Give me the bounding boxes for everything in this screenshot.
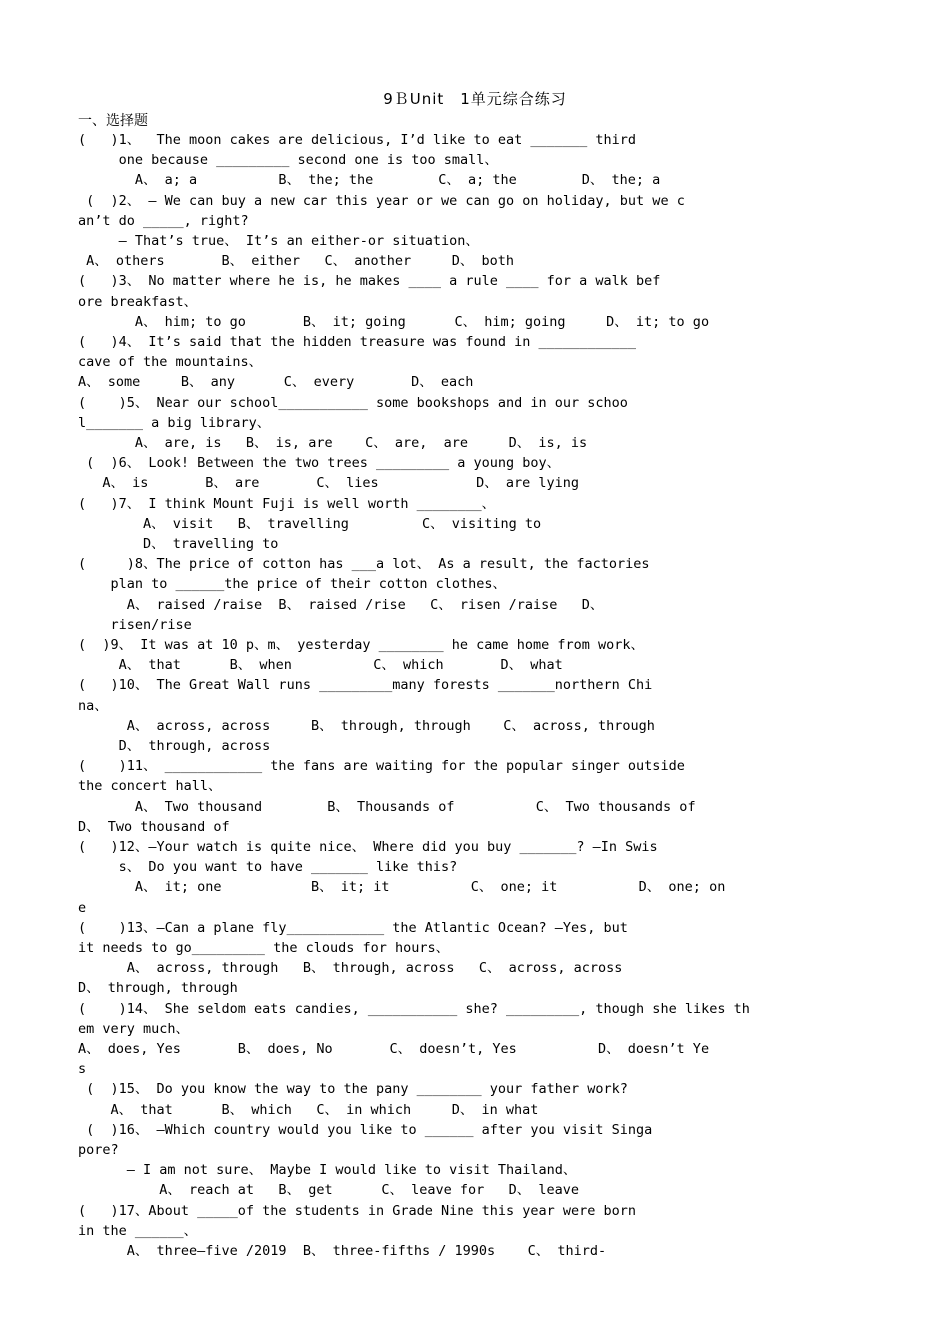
text-line: ( )13、—Can a plane fly____________ the Atlantic Ocean? —Yes, but <box>78 919 628 936</box>
text-line: — That’s true、 It’s an either-or situation、 <box>78 233 479 249</box>
text-line: ( )6、 Look! Between the two trees _________ a young boy、 <box>78 455 561 472</box>
text-line: em very much、 <box>78 1020 190 1037</box>
text-line: A、 him; to go B、 it; going C、 him; going D、 it; to go <box>78 313 710 330</box>
text-line: ( )3、 No matter where he is, he makes ____ a rule ____ for a walk bef <box>78 273 661 290</box>
text-line: ( )16、 —Which country would you like to ______ after you visit Singa <box>78 1121 653 1138</box>
text-line: plan to ______the price of their cotton clothes、 <box>78 576 507 593</box>
text-line: A、 across, across B、 through, through C、 across, through <box>78 717 655 734</box>
text-line: A、 that B、 when C、 which D、 what <box>78 657 563 674</box>
text-line: ( )11、 ____________ the fans are waiting for the popular singer outside <box>78 758 685 775</box>
text-line: ( )9、 It was at 10 p、m、 yesterday ________ he came home from work、 <box>78 637 645 653</box>
text-line: na、 <box>78 697 108 714</box>
text-line: A、 it; one B、 it; it C、 one; it D、 one; on <box>78 879 726 896</box>
text-line: A、 three—five /2019 B、 three-fifths / 1990s C、 third- <box>78 1243 607 1259</box>
text-line: A、 some B、 any C、 every D、 each <box>78 374 474 391</box>
text-line: l_______ a big library、 <box>78 414 271 431</box>
text-line: ( )5、 Near our school___________ some bookshops and in our schoo <box>78 394 628 411</box>
section-heading: 一、选择题 <box>78 113 148 129</box>
text-line: ( )7、 I think Mount Fuji is well worth ________、 <box>78 495 496 512</box>
text-line: in the ______、 <box>78 1222 198 1239</box>
text-line: A、 across, through B、 through, across C、 across, across <box>78 960 623 977</box>
text-line: ( )17、About _____of the students in Grade Nine this year were born <box>78 1202 637 1219</box>
text-line: risen/rise <box>78 616 192 633</box>
text-line: cave of the mountains、 <box>78 354 263 371</box>
text-line: D、 through, through <box>78 980 238 997</box>
text-line: one because _________ second one is too small、 <box>78 152 498 169</box>
text-line: ( )4、 It’s said that the hidden treasure was found in ____________ <box>78 334 637 350</box>
text-line: D、 through, across <box>78 738 271 754</box>
text-line: ( )8、The price of cotton has ___a lot、 As a result, the factories <box>78 556 650 573</box>
text-line: ( )15、 Do you know the way to the pany ________ your father work? <box>78 1081 628 1098</box>
text-line: — I am not sure、 Maybe I would like to visit Thailand、 <box>78 1162 577 1179</box>
text-line: A、 a; a B、 the; the C、 a; the D、 the; a <box>78 172 661 189</box>
text-line: D、 Two thousand of <box>78 818 230 835</box>
text-line: D、 travelling to <box>78 536 279 552</box>
text-line: ( )10、 The Great Wall runs _________many forests _______northern Chi <box>78 677 653 694</box>
text-line: it needs to go_________ the clouds for hours、 <box>78 940 450 956</box>
text-line: ( )2、 — We can buy a new car this year or we can go on holiday, but we c <box>78 192 685 209</box>
text-line: e <box>78 899 87 916</box>
text-line: A、 visit B、 travelling C、 visiting to <box>78 515 542 532</box>
text-line: A、 Two thousand B、 Thousands of C、 Two thousands of <box>78 798 696 815</box>
text-line: ( )1、 The moon cakes are delicious, I’d like to eat _______ third <box>78 132 637 148</box>
text-line: ore breakfast、 <box>78 293 198 310</box>
text-line: an’t do _____, right? <box>78 212 249 229</box>
text-line: s <box>78 1061 87 1078</box>
text-line: ( )12、—Your watch is quite nice、 Where did you buy _______? —In Swis <box>78 839 658 855</box>
text-line: A、 that B、 which C、 in which D、 in what <box>78 1101 539 1118</box>
text-line: A、 others B、 either C、 another D、 both <box>78 253 515 270</box>
page-title: 9ＢUnit 1单元综合练习 <box>383 90 567 108</box>
text-line: the concert hall、 <box>78 778 222 795</box>
text-line: A、 are, is B、 is, are C、 are, are D、 is, is <box>78 435 588 451</box>
text-line: A、 reach at B、 get C、 leave for D、 leave <box>78 1182 580 1199</box>
text-line: pore? <box>78 1142 119 1158</box>
text-line: A、 is B、 are C、 lies D、 are lying <box>78 475 580 492</box>
text-line: ( )14、 She seldom eats candies, ___________ she? _________, though she likes th <box>78 1000 750 1017</box>
text-line: A、 raised /raise B、 raised /rise C、 risen /raise D、 <box>78 596 604 613</box>
text-line: s、 Do you want to have _______ like this? <box>78 859 458 876</box>
text-line: A、 does, Yes B、 does, No C、 doesn’t, Yes D、 doesn’t Ye <box>78 1041 710 1057</box>
